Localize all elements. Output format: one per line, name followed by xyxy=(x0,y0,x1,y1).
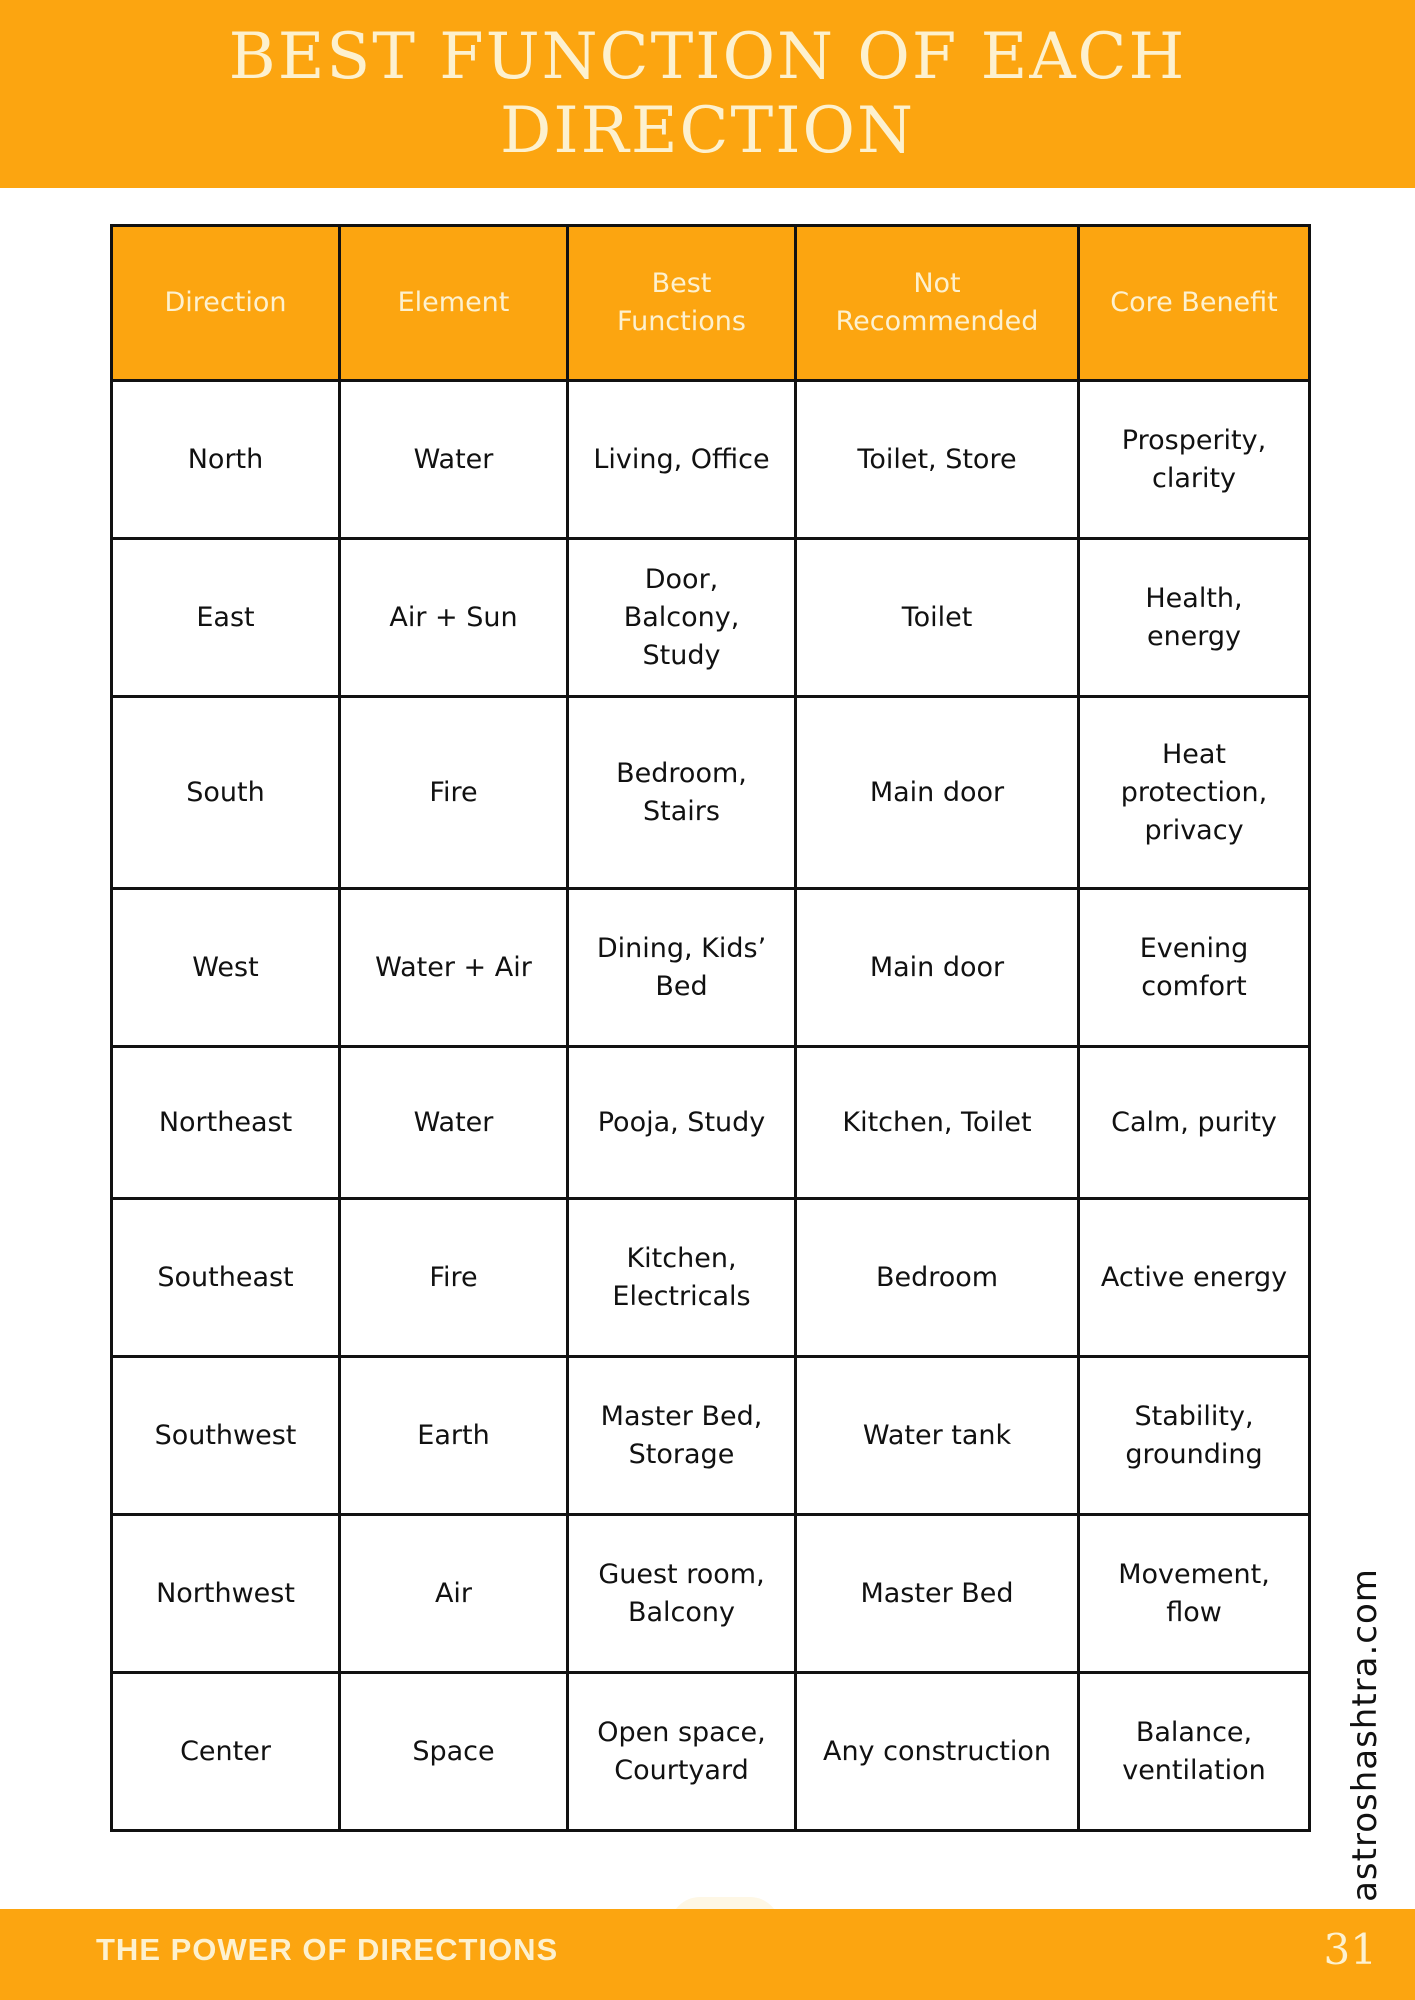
cell-direction: Northwest xyxy=(112,1515,340,1673)
table-row xyxy=(112,1673,1310,1831)
cell-not-recommended: Toilet xyxy=(796,539,1079,697)
column-header-element: Element xyxy=(340,226,568,381)
cell-best-functions: Kitchen, Electricals xyxy=(568,1199,796,1357)
directions-table-container xyxy=(110,224,1311,1832)
cell-element: Fire xyxy=(340,1199,568,1357)
cell-best-functions: Dining, Kids’ Bed xyxy=(568,889,796,1047)
cell-best-functions: Bedroom, Stairs xyxy=(568,697,796,889)
cell-best-functions: Master Bed, Storage xyxy=(568,1357,796,1515)
cell-element: Fire xyxy=(340,697,568,889)
cell-core-benefit: Prosperity, clarity xyxy=(1079,381,1310,539)
cell-element: Space xyxy=(340,1673,568,1831)
cell-direction: Northeast xyxy=(112,1047,340,1199)
column-header-best-functions: Best Functions xyxy=(568,226,796,381)
cell-element: Water xyxy=(340,381,568,539)
cell-not-recommended: Main door xyxy=(796,889,1079,1047)
cell-direction: East xyxy=(112,539,340,697)
cell-core-benefit: Calm, purity xyxy=(1079,1047,1310,1199)
cell-direction: Center xyxy=(112,1673,340,1831)
cell-core-benefit: Evening comfort xyxy=(1079,889,1310,1047)
table-row xyxy=(112,539,1310,697)
cell-direction: South xyxy=(112,697,340,889)
cell-not-recommended: Kitchen, Toilet xyxy=(796,1047,1079,1199)
cell-core-benefit: Stability, grounding xyxy=(1079,1357,1310,1515)
cell-direction: Southwest xyxy=(112,1357,340,1515)
cell-direction: Southeast xyxy=(112,1199,340,1357)
table-row xyxy=(112,1047,1310,1199)
side-watermark: astroshashtra.com xyxy=(1345,1568,1385,1902)
cell-core-benefit: Heat protection, privacy xyxy=(1079,697,1310,889)
table-row xyxy=(112,1199,1310,1357)
page-title: BEST FUNCTION OF EACH DIRECTION xyxy=(228,20,1187,168)
cell-not-recommended: Toilet, Store xyxy=(796,381,1079,539)
cell-core-benefit: Active energy xyxy=(1079,1199,1310,1357)
page-number: 31 xyxy=(1323,1925,1377,1974)
cell-element: Air + Sun xyxy=(340,539,568,697)
cell-element: Water + Air xyxy=(340,889,568,1047)
page-header xyxy=(0,0,1415,188)
table-row xyxy=(112,381,1310,539)
cell-best-functions: Open space, Courtyard xyxy=(568,1673,796,1831)
cell-core-benefit: Movement, flow xyxy=(1079,1515,1310,1673)
cell-best-functions: Living, Office xyxy=(568,381,796,539)
cell-not-recommended: Water tank xyxy=(796,1357,1079,1515)
cell-not-recommended: Main door xyxy=(796,697,1079,889)
table-row xyxy=(112,889,1310,1047)
table-header-row xyxy=(112,226,1310,381)
cell-core-benefit: Health, energy xyxy=(1079,539,1310,697)
cell-direction: West xyxy=(112,889,340,1047)
footer-label: THE POWER OF DIRECTIONS xyxy=(96,1932,559,1967)
cell-element: Earth xyxy=(340,1357,568,1515)
cell-core-benefit: Balance, ventilation xyxy=(1079,1673,1310,1831)
cell-best-functions: Door, Balcony, Study xyxy=(568,539,796,697)
directions-table xyxy=(110,224,1311,1832)
cell-not-recommended: Any construction xyxy=(796,1673,1079,1831)
cell-best-functions: Guest room, Balcony xyxy=(568,1515,796,1673)
cell-direction: North xyxy=(112,381,340,539)
column-header-not-recommended: Not Recommended xyxy=(796,226,1079,381)
column-header-direction: Direction xyxy=(112,226,340,381)
cell-not-recommended: Master Bed xyxy=(796,1515,1079,1673)
column-header-core-benefit: Core Benefit xyxy=(1079,226,1310,381)
cell-not-recommended: Bedroom xyxy=(796,1199,1079,1357)
cell-element: Air xyxy=(340,1515,568,1673)
table-row xyxy=(112,1357,1310,1515)
table-row xyxy=(112,697,1310,889)
cell-element: Water xyxy=(340,1047,568,1199)
cell-best-functions: Pooja, Study xyxy=(568,1047,796,1199)
table-row xyxy=(112,1515,1310,1673)
